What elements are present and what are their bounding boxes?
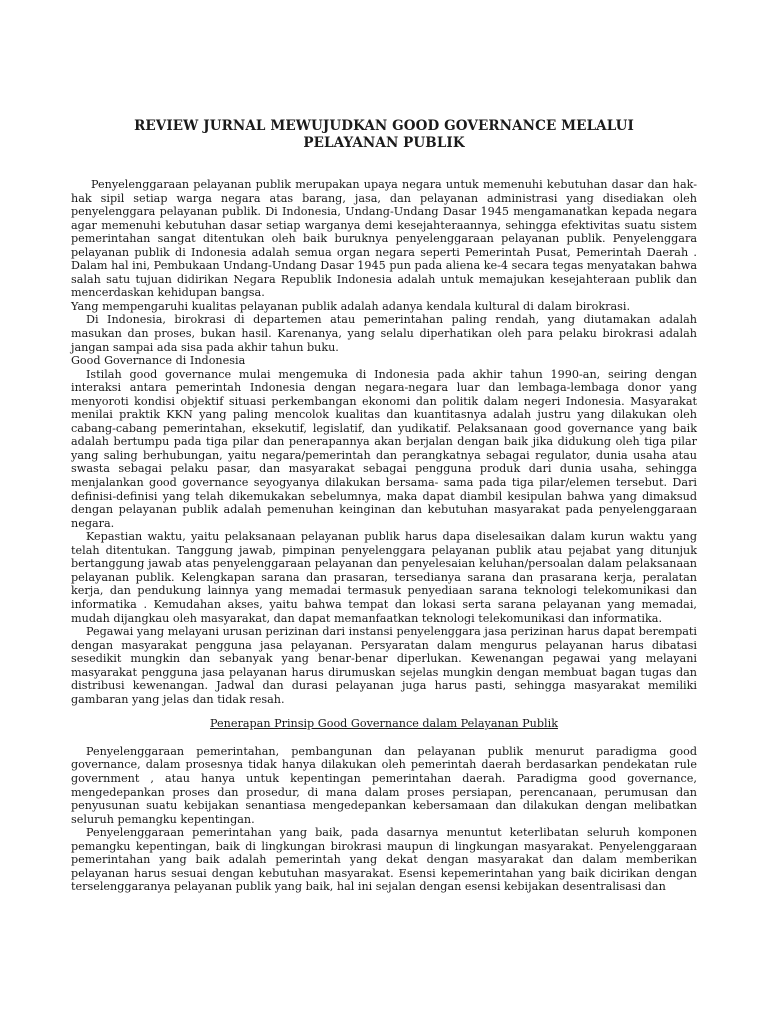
paragraph-4: Istilah good governance mulai mengemuka di Indonesia pada akhir tahun 1990-an, seiring dengan interaksi antara pemerintah Indonesia dengan negara-negara luar dan lembaga-lembaga donor yang menyoroti kondisi objektif situasi perkembangan ekonomi dan politik dalam negeri Indonesia. Masyarakat menilai praktik KKN yang paling mencolok kualitas dan kuantitasnya adalah justru yang dilakukan oleh cabang-cabang pemerintahan, eksekutif, legislatif, dan yudikatif. Pelaksanaan good governance yang baik adalah bertumpu pada tiga pilar dan penerapannya akan berjalan dengan baik jika didukung oleh tiga pilar yang saling berhubungan, yaitu negara/pemerintah dan perangkatnya sebagai regulator, dunia usaha atau swasta sebagai pelaku pasar, dan masyarakat sebagai pengguna produk dari dunia usaha, sehingga menjalankan good governance seyogyanya dilakukan bersama- sama pada tiga pilar/elemen tersebut. Dari definisi-definisi yang telah dikemukakan sebelumnya, maka dapat diambil kesipulan bahwa yang dimaksud dengan pelayanan publik adalah pemenuhan keinginan dan kebutuhan masyarakat pada penyelenggaraan negara. xyxy=(71,367,697,530)
paragraph-6: Pegawai yang melayani urusan perizinan dari instansi penyelenggara jasa perizinan harus dapat berempati dengan masyarakat pengguna jasa pelayanan. Persyaratan dalam mengurus pelayanan harus dibatasi sesedikit mungkin dan sebanyak yang benar-benar diperlukan. Kewenangan pegawai yang melayani masyarakat pengguna jasa pelayanan harus dirumuskan sejelas mungkin dengan membuat bagan tugas dan distribusi kewenangan. Jadwal dan durasi pelayanan juga harus pasti, sehingga masyarakat memiliki gambaran yang jelas dan tidak resah. xyxy=(71,625,697,706)
document-title xyxy=(71,118,697,152)
title-line-1: REVIEW JURNAL MEWUJUDKAN GOOD GOVERNANCE MELALUI xyxy=(134,118,634,134)
paragraph-3: Di Indonesia, birokrasi di departemen atau pemerintahan paling rendah, yang diutamakan adalah masukan dan proses, bukan hasil. Karenanya, yang selalu diperhatikan oleh para pelaku birokrasi adalah jangan sampai ada sisa pada akhir tahun buku. xyxy=(71,313,697,354)
paragraph-7: Penyelenggaraan pemerintahan, pembangunan dan pelayanan publik menurut paradigma good governance, dalam prosesnya tidak hanya dilakukan oleh pemerintah daerah berdasarkan pendekatan rule government , atau hanya untuk kepentingan pemerintahan daerah. Paradigma good governance, mengedepankan proses dan prosedur, di mana dalam proses persiapan, perencanaan, perumusan dan penyusunan suatu kebijakan senantiasa mengedepankan kebersamaan dan dilakukan dengan melibatkan seluruh pemangku kepentingan. xyxy=(71,744,697,826)
paragraph-5: Kepastian waktu, yaitu pelaksanaan pelayanan publik harus dapa diselesaikan dalam kurun waktu yang telah ditentukan. Tanggung jawab, pimpinan penyelenggara pelayanan publik atau pejabat yang ditunjuk bertanggung jawab atas penyelenggaraan pelayanan dan penyelesaian keluhan/persoalan dalam pelaksanaan pelayanan publik. Kelengkapan sarana dan prasaran, tersedianya sarana dan prasarana kerja, peralatan kerja, dan pendukung lainnya yang memadai termasuk penyediaan sarana teknologi telekomunikasi dan informatika . Kemudahan akses, yaitu bahwa tempat dan lokasi serta sarana pelayanan yang memadai, mudah dijangkau oleh masyarakat, dan dapat memanfaatkan teknologi telekomunikasi dan informatika. xyxy=(71,530,697,625)
section-title: Penerapan Prinsip Good Governance dalam Pelayanan Publik xyxy=(210,717,558,731)
title-line-2: PELAYANAN PUBLIK xyxy=(303,135,465,151)
paragraph-2: Yang mempengaruhi kualitas pelayanan publik adalah adanya kendala kultural di dalam birokrasi. xyxy=(71,299,631,313)
document-body xyxy=(71,178,697,894)
paragraph-1: Penyelenggaraan pelayanan publik merupakan upaya negara untuk memenuhi kebutuhan dasar dan hak-hak sipil setiap warga negara atas barang, jasa, dan pelayanan administrasi yang disediakan oleh penyelenggara pelayanan publik. Di Indonesia, Undang-Undang Dasar 1945 mengamanatkan kepada negara agar memenuhi kebutuhan dasar setiap warganya demi kesejahteraannya, sehingga efektivitas suatu sistem pemerintahan sangat ditentukan oleh baik buruknya penyelenggaraan pelayanan publik. Penyelenggara pelayanan publik di Indonesia adalah semua organ negara seperti Pemerintah Pusat, Pemerintah Daerah . Dalam hal ini, Pembukaan Undang-Undang Dasar 1945 pun pada aliena ke-4 secara tegas menyatakan bahwa salah satu tujuan didirikan Negara Republik Indonesia adalah untuk memajukan kesejahteraan publik dan mencerdaskan kehidupan bangsa. xyxy=(71,178,697,300)
paragraph-8: Penyelenggaraan pemerintahan yang baik, pada dasarnya menuntut keterlibatan seluruh komponen pemangku kepentingan, baik di lingkungan birokrasi maupun di lingkungan masyarakat. Penyelenggaraan pemerintahan yang baik adalah pemerintah yang dekat dengan masyarakat dan dalam memberikan pelayanan harus sesuai dengan kebutuhan masyarakat. Esensi kepemerintahan yang baik dicirikan dengan terselenggaranya pelayanan publik yang baik, hal ini sejalan dengan esensi kebijakan desentralisasi dan xyxy=(71,826,697,894)
subheading-good-governance: Good Governance di Indonesia xyxy=(71,354,246,368)
